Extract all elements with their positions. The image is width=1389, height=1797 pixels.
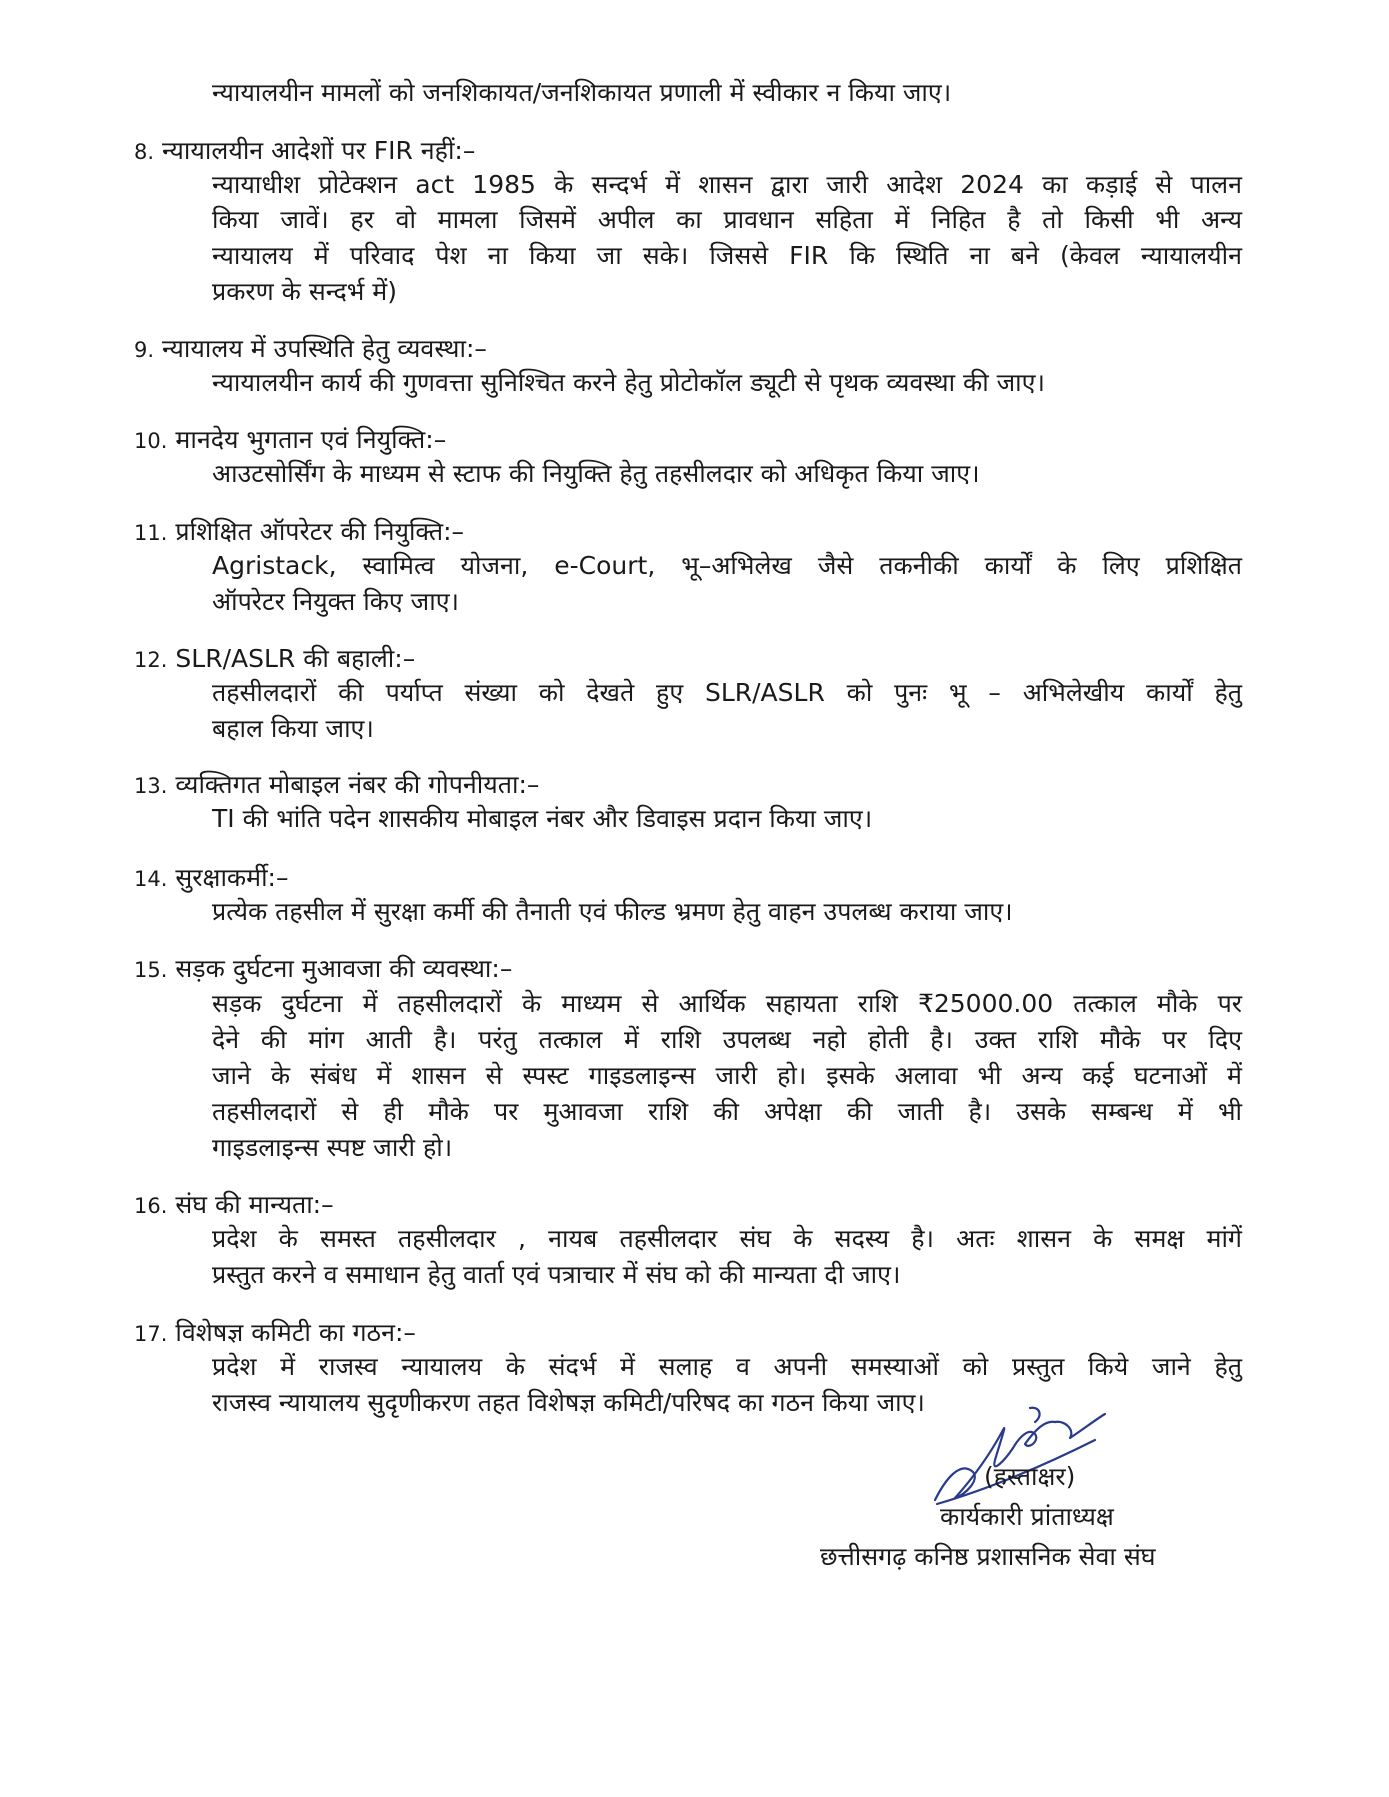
signed-label: (हस्ताक्षर) bbox=[984, 1462, 1076, 1491]
section-title: न्यायालयीन आदेशों पर FIR नहीं:– bbox=[162, 136, 476, 165]
section-16-line-2: प्रस्तुत करने व समाधान हेतु वार्ता एवं पत्राचार में संघ को की मान्यता दी जाए। bbox=[212, 1260, 901, 1289]
section-title: SLR/ASLR की बहाली:– bbox=[175, 644, 416, 673]
signatory-designation: कार्यकारी प्रांताध्यक्ष bbox=[940, 1502, 1114, 1531]
section-8-line-4: प्रकरण के सन्दर्भ में) bbox=[212, 277, 397, 306]
section-number: 9. bbox=[134, 338, 155, 362]
section-10-heading bbox=[134, 423, 446, 458]
intro-line: न्यायालयीन मामलों को जनशिकायत/जनशिकायत प्रणाली में स्वीकार न किया जाए। bbox=[212, 78, 952, 107]
section-11-heading bbox=[134, 515, 464, 550]
section-14-line-1: प्रत्येक तहसील में सुरक्षा कर्मी की तैनाती एवं फील्ड भ्रमण हेतु वाहन उपलब्ध कराया जाए। bbox=[212, 897, 1013, 926]
section-title: सड़क दुर्घटना मुआवजा की व्यवस्था:– bbox=[175, 954, 513, 983]
section-12-line-2: बहाल किया जाए। bbox=[212, 714, 374, 743]
section-8-heading bbox=[134, 134, 475, 169]
section-number: 13. bbox=[134, 774, 168, 798]
section-16-heading bbox=[134, 1188, 334, 1223]
section-13-line-1: TI की भांति पदेन शासकीय मोबाइल नंबर और डिवाइस प्रदान किया जाए। bbox=[212, 804, 873, 833]
section-8-line-1: न्यायाधीश प्रोटेक्शन act 1985 के सन्दर्भ में शासन द्वारा जारी आदेश 2024 का कड़ाई से पालन bbox=[212, 170, 1242, 199]
section-8-line-3: न्यायालय में परिवाद पेश ना किया जा सके। जिससे FIR कि स्थिति ना बने (केवल न्यायालयीन bbox=[212, 241, 1242, 270]
section-title: संघ की मान्यता:– bbox=[175, 1190, 334, 1219]
section-title: न्यायालय में उपस्थिति हेतु व्यवस्था:– bbox=[162, 334, 487, 363]
section-title: प्रशिक्षित ऑपरेटर की नियुक्ति:– bbox=[175, 517, 464, 546]
section-title: सुरक्षाकर्मी:– bbox=[175, 863, 289, 892]
section-number: 17. bbox=[134, 1322, 168, 1346]
section-15-line-4: तहसीलदारों से ही मौके पर मुआवजा राशि की अपेक्षा की जाती है। उसके सम्बन्ध में भी bbox=[212, 1097, 1242, 1126]
section-title: विशेषज्ञ कमिटी का गठन:– bbox=[175, 1318, 416, 1347]
section-8-line-2: किया जावें। हर वो मामला जिसमें अपील का प्रावधान सहिता में निहित है तो किसी भी अन्य bbox=[212, 205, 1242, 234]
section-number: 11. bbox=[134, 521, 168, 545]
section-15-line-3: जाने के संबंध में शासन से स्पस्ट गाइडलाइन्स जारी हो। इसके अलावा भी अन्य कई घटनाओं में bbox=[212, 1061, 1242, 1090]
section-15-line-1: सड़क दुर्घटना में तहसीलदारों के माध्यम से आर्थिक सहायता राशि ₹25000.00 तत्काल मौके पर bbox=[212, 989, 1242, 1018]
section-11-line-1: Agristack, स्वामित्व योजना, e-Court, भू–अभिलेख जैसे तकनीकी कार्यों के लिए प्रशिक्षित bbox=[212, 551, 1242, 580]
section-11-line-2: ऑपरेटर नियुक्त किए जाए। bbox=[212, 587, 459, 616]
section-number: 10. bbox=[134, 429, 168, 453]
section-number: 8. bbox=[134, 140, 155, 164]
section-17-line-2: राजस्व न्यायालय सुदृणीकरण तहत विशेषज्ञ कमिटी/परिषद का गठन किया जाए। bbox=[212, 1388, 925, 1417]
section-17-line-1: प्रदेश में राजस्व न्यायालय के संदर्भ में सलाह व अपनी समस्याओं को प्रस्तुत किये जाने हेतु bbox=[212, 1352, 1242, 1381]
section-15-line-2: देने की मांग आती है। परंतु तत्काल में राशि उपलब्ध नहो होती है। उक्त राशि मौके पर दिए bbox=[212, 1025, 1242, 1054]
section-12-line-1: तहसीलदारों की पर्याप्त संख्या को देखते हुए SLR/ASLR को पुनः भू – अभिलेखीय कार्यों हेतु bbox=[212, 678, 1242, 707]
section-number: 14. bbox=[134, 867, 168, 891]
section-title: मानदेय भुगतान एवं नियुक्ति:– bbox=[175, 425, 447, 454]
section-10-line-1: आउटसोर्सिंग के माध्यम से स्टाफ की नियुक्ति हेतु तहसीलदार को अधिकृत किया जाए। bbox=[212, 459, 980, 488]
section-15-line-5: गाइडलाइन्स स्पष्ट जारी हो। bbox=[212, 1133, 453, 1162]
organization-name: छत्तीसगढ़ कनिष्ठ प्रशासनिक सेवा संघ bbox=[820, 1542, 1156, 1571]
section-number: 16. bbox=[134, 1194, 168, 1218]
section-9-line-1: न्यायालयीन कार्य की गुणवत्ता सुनिश्चित करने हेतु प्रोटोकॉल ड्यूटी से पृथक व्यवस्था की जाए। bbox=[212, 368, 1045, 397]
section-title: व्यक्तिगत मोबाइल नंबर की गोपनीयता:– bbox=[175, 770, 540, 799]
section-17-heading bbox=[134, 1316, 416, 1351]
section-14-heading bbox=[134, 861, 288, 896]
section-16-line-1: प्रदेश के समस्त तहसीलदार , नायब तहसीलदार संघ के सदस्य है। अतः शासन के समक्ष मांगें bbox=[212, 1224, 1242, 1253]
section-number: 15. bbox=[134, 958, 168, 982]
section-15-heading bbox=[134, 952, 512, 987]
section-13-heading bbox=[134, 768, 539, 803]
section-12-heading bbox=[134, 642, 415, 677]
section-9-heading bbox=[134, 332, 487, 367]
section-number: 12. bbox=[134, 648, 168, 672]
